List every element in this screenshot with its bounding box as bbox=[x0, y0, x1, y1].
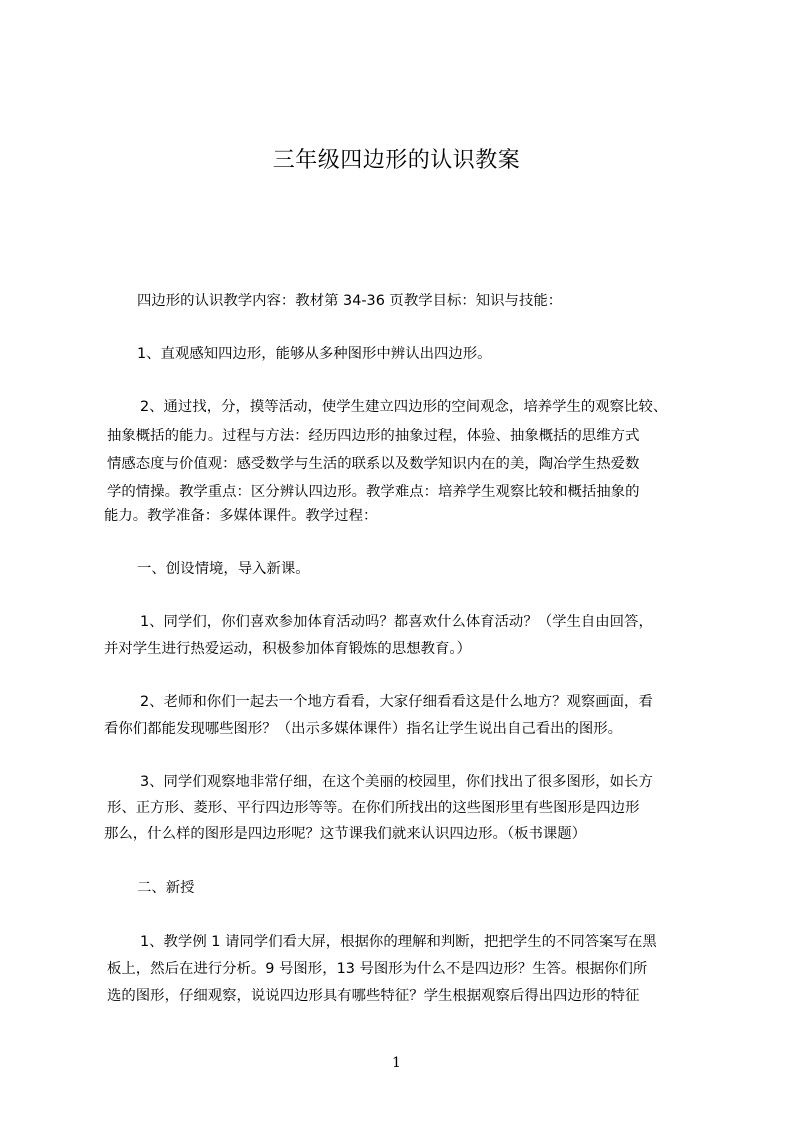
paragraph-line: 1、教学例 1 请同学们看大屏，根据你的理解和判断，把把学生的不同答案写在黑 bbox=[140, 934, 657, 950]
paragraph-line: 2、通过找，分，摸等活动，使学生建立四边形的空间观念，培养学生的观察比较、 bbox=[140, 399, 668, 415]
paragraph-line: 2、老师和你们一起去一个地方看看，大家仔细看看这是什么地方？观察画面，看 bbox=[140, 694, 653, 710]
section-heading: 二、新授 bbox=[137, 880, 195, 896]
paragraph-line: 四边形的认识教学内容：教材第 34-36 页教学目标：知识与技能： bbox=[137, 293, 563, 309]
paragraph-line: 1、直观感知四边形，能够从多种图形中辨认出四边形。 bbox=[137, 346, 492, 362]
paragraph-line: 能力。教学准备：多媒体课件。教学过程： bbox=[104, 508, 378, 524]
paragraph-line: 1、同学们，你们喜欢参加体育活动吗？都喜欢什么体育活动？（学生自由回答， bbox=[140, 614, 653, 630]
paragraph-line: 形、正方形、菱形、平行四边形等等。在你们所找出的这些图形里有些图形是四边形 bbox=[107, 800, 640, 816]
document-title: 三年级四边形的认识教案 bbox=[272, 148, 521, 173]
paragraph-line: 那么，什么样的图形是四边形呢？这节课我们就来认识四边形。（板书课题） bbox=[104, 826, 587, 842]
paragraph-line: 看你们都能发现哪些图形？（出示多媒体课件）指名让学生说出自己看出的图形。 bbox=[104, 721, 623, 737]
paragraph-line: 板上，然后在进行分析。9 号图形，13 号图形为什么不是四边形？生答。根据你们所 bbox=[107, 961, 648, 977]
paragraph-line: 抽象概括的能力。过程与方法：经历四边形的抽象过程，体验、抽象概括的思维方式 bbox=[107, 428, 640, 444]
page-number: 1 bbox=[392, 1055, 401, 1071]
section-heading: 一、创设情境，导入新课。 bbox=[137, 561, 310, 577]
paragraph-line: 3、同学们观察地非常仔细，在这个美丽的校园里，你们找出了很多图形，如长方 bbox=[140, 774, 653, 790]
paragraph-line: 并对学生进行热爱运动，积极参加体育锻炼的思想教育。） bbox=[104, 641, 471, 657]
paragraph-line: 学的情操。教学重点：区分辨认四边形。教学难点：培养学生观察比较和概括抽象的 bbox=[107, 484, 640, 500]
paragraph-line: 情感态度与价值观：感受数学与生活的联系以及数学知识内在的美，陶冶学生热爱数 bbox=[107, 456, 640, 472]
paragraph-line: 选的图形，仔细观察，说说四边形具有哪些特征？学生根据观察后得出四边形的特征 bbox=[107, 988, 640, 1004]
